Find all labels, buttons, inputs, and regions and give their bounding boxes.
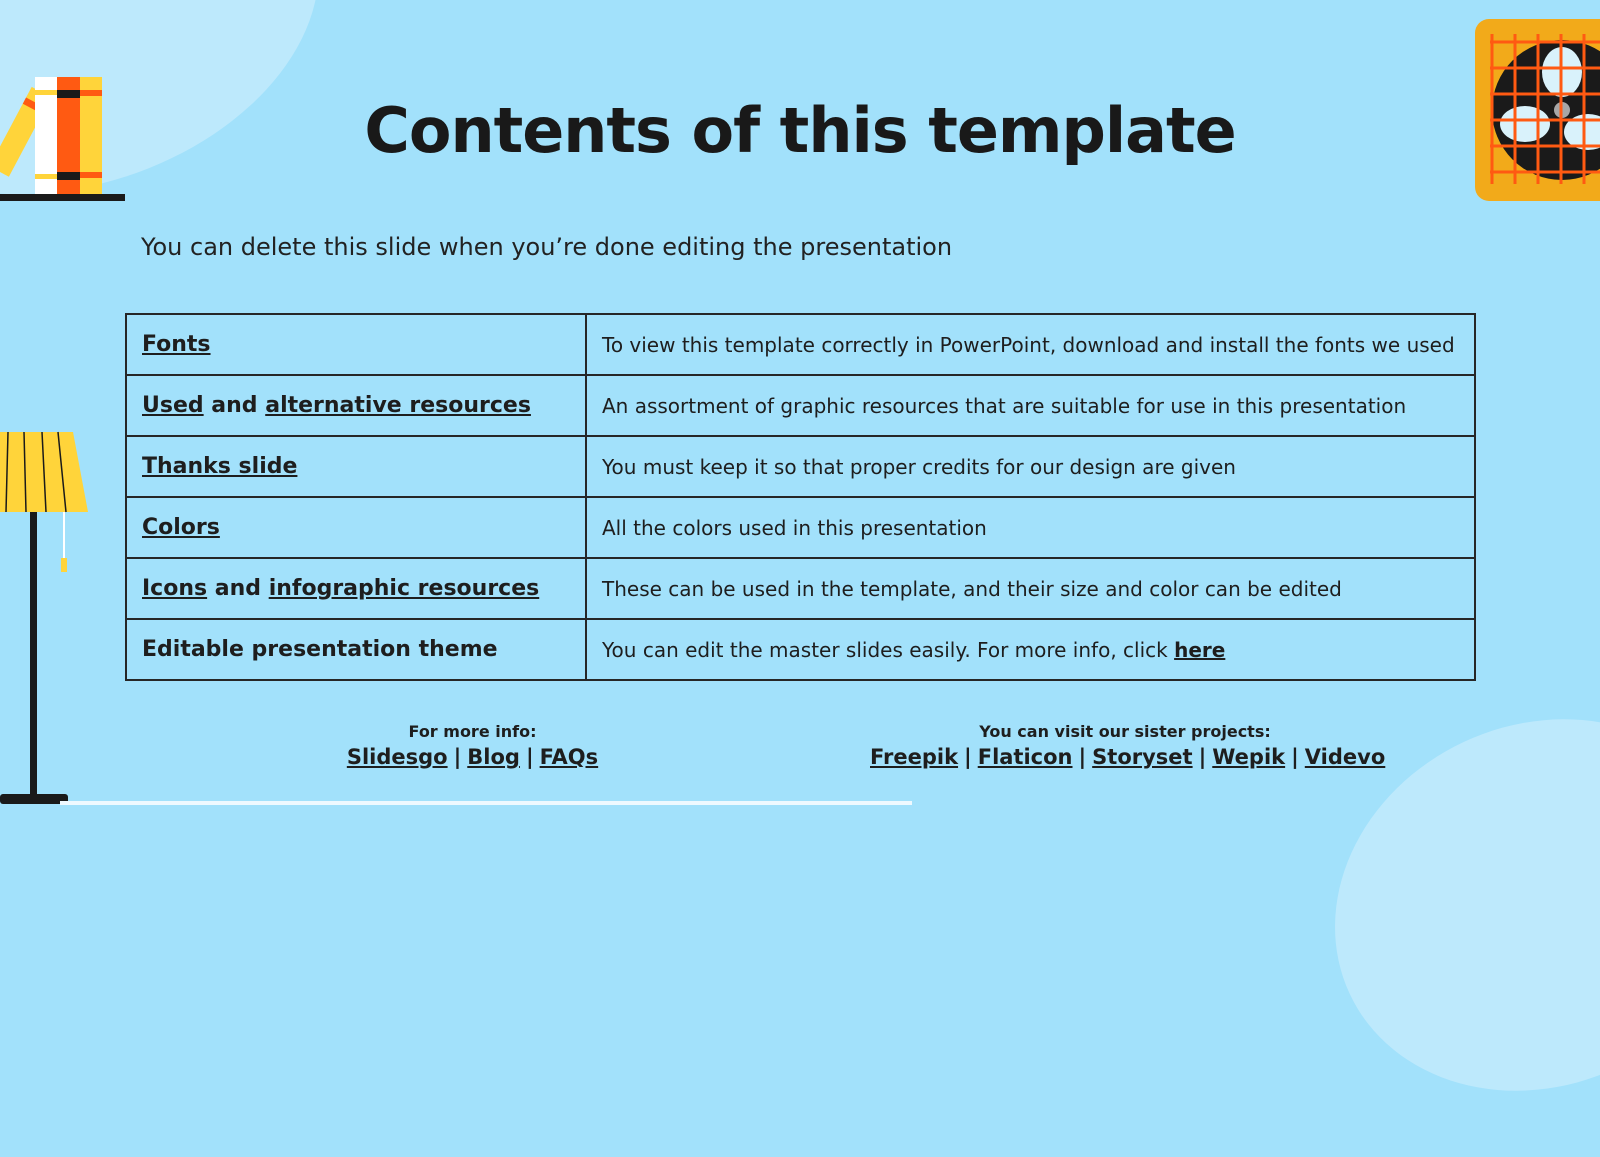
footer-sister-projects	[870, 722, 1386, 772]
storyset-link[interactable]: Storyset	[1092, 745, 1193, 769]
table-row	[126, 558, 1475, 619]
page-subtitle: You can delete this slide when you’re done editing the presentation	[141, 233, 953, 261]
cell-text: All the colors used in this presentation	[602, 515, 987, 540]
cell-text: An assortment of graphic resources that are suitable for use in this presentation	[602, 393, 1407, 418]
link-separator: |	[1198, 745, 1207, 769]
cell-text: You must keep it so that proper credits for our design are given	[602, 454, 1236, 479]
colors-link[interactable]: Colors	[142, 515, 220, 540]
row-description-cell	[586, 497, 1475, 558]
here-link[interactable]: here	[1174, 637, 1226, 662]
link-separator: |	[1078, 745, 1087, 769]
row-title-cell	[126, 619, 586, 680]
cell-text: and	[207, 576, 269, 601]
link-separator: |	[525, 745, 534, 769]
freepik-link[interactable]: Freepik	[870, 745, 959, 769]
contents-table	[125, 313, 1476, 681]
footer-sister-projects-links	[870, 742, 1386, 772]
row-description-cell	[586, 375, 1475, 436]
row-title-cell	[126, 436, 586, 497]
footer-sister-projects-title: You can visit our sister projects:	[979, 722, 1271, 741]
fonts-link[interactable]: Fonts	[142, 332, 211, 357]
infographic-resources-link[interactable]: infographic resources	[268, 576, 540, 601]
row-title-cell	[126, 375, 586, 436]
row-description-cell	[586, 314, 1475, 375]
page-title: Contents of this template	[364, 94, 1236, 167]
row-title-cell	[126, 558, 586, 619]
flaticon-link[interactable]: Flaticon	[977, 745, 1073, 769]
table-row	[126, 375, 1475, 436]
faqs-link[interactable]: FAQs	[539, 745, 599, 769]
link-separator: |	[453, 745, 462, 769]
footer-more-info-links	[330, 742, 615, 772]
blog-link[interactable]: Blog	[467, 745, 520, 769]
row-title-cell	[126, 497, 586, 558]
cell-text: Editable presentation theme	[142, 637, 498, 662]
cell-text: To view this template correctly in PowerPoint, download and install the fonts we used	[602, 332, 1455, 357]
slidesgo-link[interactable]: Slidesgo	[346, 745, 448, 769]
row-description-cell	[586, 436, 1475, 497]
table-row	[126, 436, 1475, 497]
row-description-cell	[586, 619, 1475, 680]
footer-more-info-title: For more info:	[408, 722, 537, 741]
link-separator: |	[1291, 745, 1299, 769]
alternative-resources-link[interactable]: alternative resources	[265, 393, 531, 418]
thanks-slide-link[interactable]: Thanks slide	[142, 454, 298, 479]
table-row	[126, 619, 1475, 680]
icons-link[interactable]: Icons	[142, 576, 208, 601]
link-separator: |	[964, 745, 972, 769]
cell-text: You can edit the master slides easily. For more info, click	[602, 637, 1175, 662]
table-row	[126, 497, 1475, 558]
cell-text: These can be used in the template, and their size and color can be edited	[602, 576, 1342, 601]
table-row	[126, 314, 1475, 375]
videvo-link[interactable]: Videvo	[1304, 745, 1386, 769]
row-title-cell	[126, 314, 586, 375]
wepik-link[interactable]: Wepik	[1212, 745, 1286, 769]
floor-lamp-icon	[0, 420, 95, 805]
cell-text: and	[203, 393, 266, 418]
floor-line	[60, 801, 912, 805]
row-description-cell	[586, 558, 1475, 619]
used-link[interactable]: Used	[142, 393, 204, 418]
footer-more-info	[330, 722, 615, 772]
